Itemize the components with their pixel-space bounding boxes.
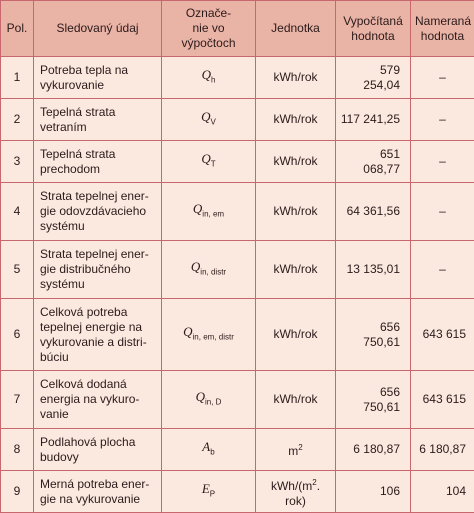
symbol-letter: Q	[191, 259, 200, 274]
unit-text: kWh/rok	[273, 154, 317, 168]
row-number: 9	[1, 471, 34, 513]
unit-text: kWh/rok	[273, 327, 317, 341]
unit-text: kWh/rok	[273, 112, 317, 126]
row-unit	[256, 371, 336, 429]
row-measured-value: –	[411, 241, 474, 299]
row-description: Celková dodaná energia na vykuro-vanie	[34, 371, 162, 429]
row-computed-value: 651 068,77	[336, 141, 411, 183]
header-row	[1, 1, 474, 57]
header-computed: Vypočítaná hodnota	[336, 1, 411, 57]
symbol-subscript: in, em	[202, 210, 224, 219]
unit-text: kWh/rok	[273, 392, 317, 406]
header-pol: Pol.	[1, 1, 34, 57]
symbol-subscript: in, D	[205, 398, 221, 407]
table-row	[1, 183, 474, 241]
table-row	[1, 471, 474, 513]
table-row	[1, 241, 474, 299]
row-measured-value: –	[411, 57, 474, 99]
row-unit	[256, 471, 336, 513]
unit-text: kWh/(m	[271, 479, 312, 493]
row-unit	[256, 99, 336, 141]
table-row	[1, 429, 474, 471]
row-computed-value: 579 254,04	[336, 57, 411, 99]
row-description: Tepelná strata prechodom	[34, 141, 162, 183]
row-measured-value: –	[411, 141, 474, 183]
symbol-subscript: in, em, distr	[193, 333, 234, 342]
symbol-letter: Q	[196, 389, 205, 404]
row-number: 7	[1, 371, 34, 429]
row-symbol	[162, 183, 256, 241]
row-description: Celková potreba tepelnej energie na vykurovanie a distri-búciu	[34, 299, 162, 371]
unit-superscript: 2	[312, 478, 316, 487]
row-unit	[256, 183, 336, 241]
symbol-letter: Q	[201, 151, 210, 166]
row-measured-value: 6 180,87	[411, 429, 474, 471]
header-measured: Nameraná hodnota	[411, 1, 474, 57]
row-computed-value: 64 361,56	[336, 183, 411, 241]
row-number: 4	[1, 183, 34, 241]
row-symbol	[162, 299, 256, 371]
table-row	[1, 371, 474, 429]
row-number: 8	[1, 429, 34, 471]
header-item: Sledovaný údaj	[34, 1, 162, 57]
row-number: 1	[1, 57, 34, 99]
row-measured-value: 643 615	[411, 299, 474, 371]
row-number: 3	[1, 141, 34, 183]
unit-tail: . rok)	[285, 479, 320, 508]
symbol-letter: Q	[201, 109, 210, 124]
row-symbol	[162, 57, 256, 99]
row-computed-value: 117 241,25	[336, 99, 411, 141]
row-unit	[256, 241, 336, 299]
header-symbol: Označe- nie vo výpočtoch	[162, 1, 256, 57]
unit-superscript: 2	[298, 443, 302, 452]
row-computed-value: 6 180,87	[336, 429, 411, 471]
row-computed-value: 656 750,61	[336, 371, 411, 429]
symbol-letter: Q	[202, 67, 211, 82]
row-computed-value: 106	[336, 471, 411, 513]
row-computed-value: 656 750,61	[336, 299, 411, 371]
symbol-subscript: b	[210, 448, 214, 457]
symbol-subscript: V	[211, 118, 216, 127]
row-description: Potreba tepla na vykurovanie	[34, 57, 162, 99]
row-measured-value: –	[411, 99, 474, 141]
header-unit: Jednotka	[256, 1, 336, 57]
row-symbol	[162, 471, 256, 513]
row-number: 2	[1, 99, 34, 141]
row-unit	[256, 299, 336, 371]
row-computed-value: 13 135,01	[336, 241, 411, 299]
row-symbol	[162, 429, 256, 471]
unit-text: kWh/rok	[273, 204, 317, 218]
row-description: Strata tepelnej ener-gie distribučného systému	[34, 241, 162, 299]
row-number: 6	[1, 299, 34, 371]
table-row	[1, 299, 474, 371]
row-unit	[256, 57, 336, 99]
symbol-letter: A	[202, 439, 210, 454]
symbol-subscript: in, distr	[200, 268, 226, 277]
row-symbol	[162, 141, 256, 183]
table-row	[1, 141, 474, 183]
row-number: 5	[1, 241, 34, 299]
row-symbol	[162, 371, 256, 429]
row-description: Tepelná strata vetraním	[34, 99, 162, 141]
row-measured-value: 104	[411, 471, 474, 513]
row-unit	[256, 141, 336, 183]
row-description: Podlahová plocha budovy	[34, 429, 162, 471]
table-row	[1, 57, 474, 99]
row-symbol	[162, 241, 256, 299]
symbol-letter: Q	[193, 201, 202, 216]
row-description: Strata tepelnej ener-gie odovzdávacieho systému	[34, 183, 162, 241]
row-measured-value: 643 615	[411, 371, 474, 429]
row-unit	[256, 429, 336, 471]
row-symbol	[162, 99, 256, 141]
row-description: Merná potreba ener-gie na vykurovanie	[34, 471, 162, 513]
unit-text: m	[288, 444, 298, 458]
unit-text: kWh/rok	[273, 262, 317, 276]
symbol-letter: E	[202, 481, 210, 496]
table-row	[1, 99, 474, 141]
symbol-letter: Q	[183, 324, 192, 339]
symbol-subscript: P	[210, 490, 215, 499]
symbol-subscript: T	[211, 160, 216, 169]
symbol-subscript: h	[211, 76, 215, 85]
row-measured-value: –	[411, 183, 474, 241]
unit-text: kWh/rok	[273, 70, 317, 84]
